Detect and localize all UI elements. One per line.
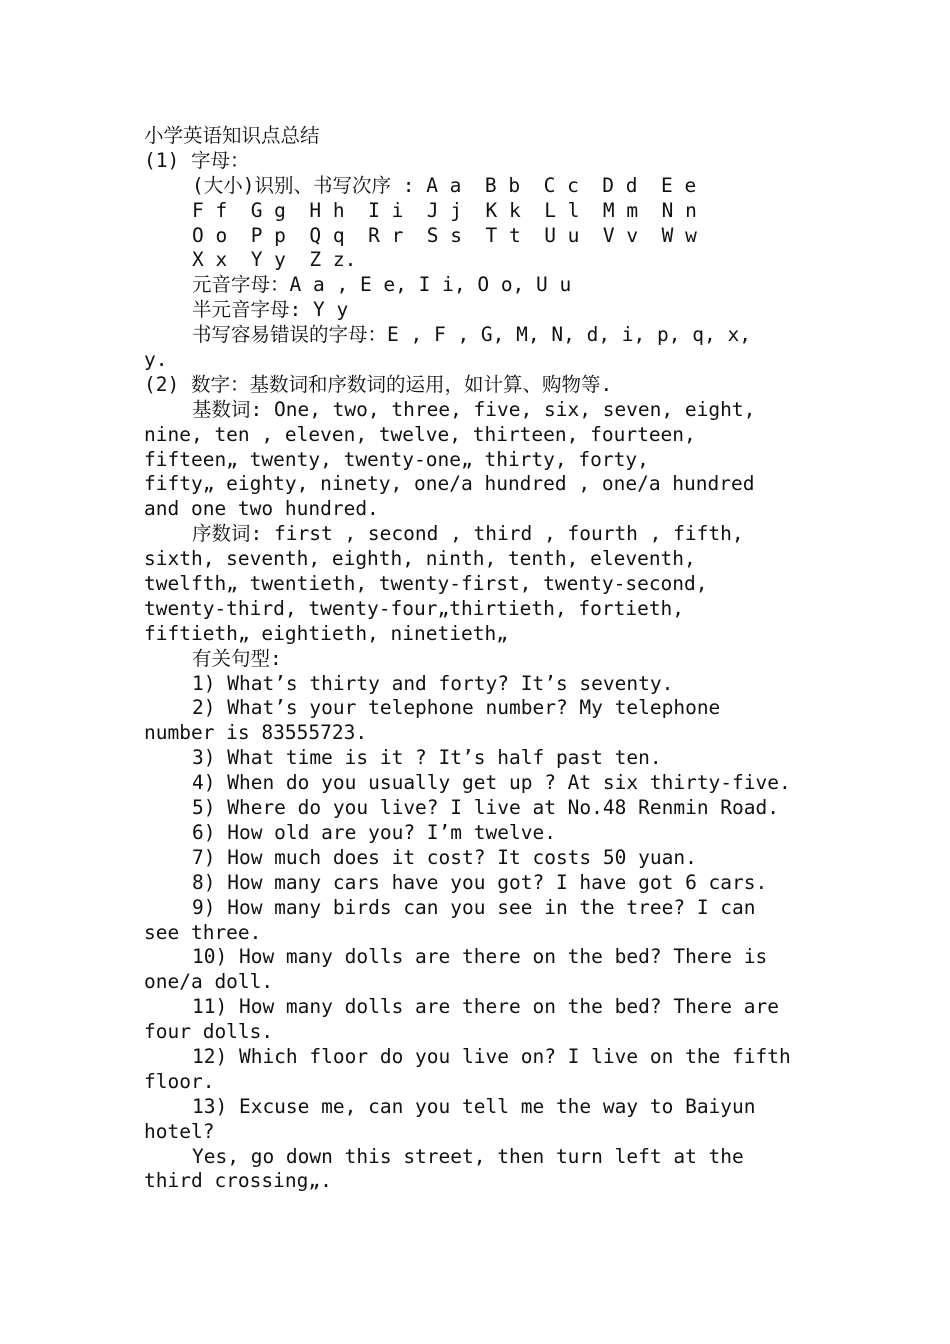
text-line: 序数词: first , second , third , fourth , fifth, xyxy=(192,522,744,546)
text-line: twenty-third, twenty-four„thirtieth, fortieth, xyxy=(144,596,685,620)
text-line: (大小)识别、书写次序 : A a B b C c D d E e xyxy=(192,173,697,197)
text-line: 6) How old are you? I’m twelve. xyxy=(192,820,556,844)
text-line: fifteen„ twenty, twenty-one„ thirty, forty, xyxy=(144,447,649,471)
text-line: and one two hundred. xyxy=(144,497,379,521)
text-line: (1) 字母： xyxy=(144,148,250,172)
text-line: sixth, seventh, eighth, ninth, tenth, eleventh, xyxy=(144,547,696,571)
text-line: 8) How many cars have you got? I have got 6 cars. xyxy=(192,870,768,894)
text-line: y. xyxy=(144,348,168,372)
text-line: 1) What’s thirty and forty? It’s seventy. xyxy=(192,671,674,695)
text-line: 13) Excuse me, can you tell me the way to Baiyun xyxy=(192,1094,756,1118)
text-line: 5) Where do you live? I live at No.48 Renmin Road. xyxy=(192,796,779,820)
text-line: 半元音字母: Y y xyxy=(192,298,349,322)
text-line: 11) How many dolls are there on the bed? There are xyxy=(192,995,779,1019)
text-line: 2) What’s your telephone number? My telephone xyxy=(192,696,721,720)
text-line: one/a doll. xyxy=(144,970,274,994)
text-line: X x Y y Z z. xyxy=(192,248,357,272)
text-line: 有关句型: xyxy=(192,646,282,670)
text-line: 基数词: One, two, three, five, six, seven, eight, xyxy=(192,397,756,421)
text-line: see three. xyxy=(144,920,262,944)
text-line: 书写容易错误的字母：E , F , G, M, N, d, i, p, q, x, xyxy=(192,323,751,347)
text-line: 元音字母：A a , E e, I i, O o, U u xyxy=(192,273,572,297)
text-line: four dolls. xyxy=(144,1020,274,1044)
text-line: number is 83555723. xyxy=(144,721,368,745)
document-body xyxy=(144,124,816,1194)
text-line: 7) How much does it cost? It costs 50 yuan. xyxy=(192,845,697,869)
text-line: Yes, go down this street, then turn left at the xyxy=(192,1144,744,1168)
text-line: 12) Which floor do you live on? I live on the fifth xyxy=(192,1044,791,1068)
text-line: F f G g H h I i J j K k L l M m N n xyxy=(192,198,697,222)
document-title: 小学英语知识点总结 xyxy=(144,124,320,147)
text-line: 9) How many birds can you see in the tree? I can xyxy=(192,895,756,919)
text-line: nine, ten , eleven, twelve, thirteen, fourteen, xyxy=(144,422,696,446)
text-line: (2) 数字：基数词和序数词的运用，如计算、购物等. xyxy=(144,372,613,396)
text-line: floor. xyxy=(144,1069,215,1093)
text-line: 3) What time is it ? It’s half past ten. xyxy=(192,746,662,770)
text-line: O o P p Q q R r S s T t U u V v W w xyxy=(192,223,697,247)
text-line: third crossing„. xyxy=(144,1169,332,1193)
text-line: 4) When do you usually get up ? At six thirty-five. xyxy=(192,771,791,795)
text-line: twelfth„ twentieth, twenty-first, twenty-second, xyxy=(144,572,708,596)
text-line: hotel? xyxy=(144,1119,215,1143)
text-line: 10) How many dolls are there on the bed? There is xyxy=(192,945,768,969)
text-line: fifty„ eighty, ninety, one/a hundred , one/a hundred xyxy=(144,472,755,496)
text-line: fiftieth„ eightieth, ninetieth„ xyxy=(144,621,508,645)
